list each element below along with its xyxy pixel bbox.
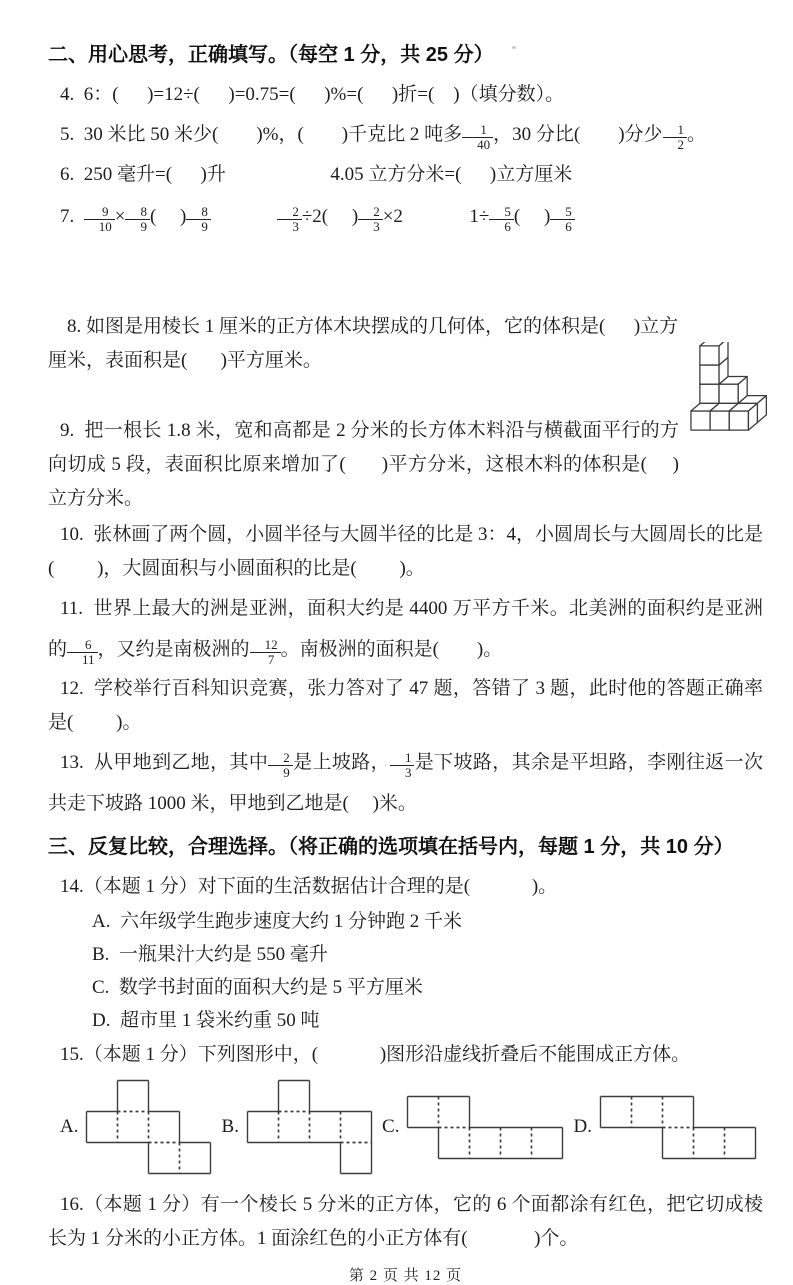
- fraction: $\frac{2}{3}$: [277, 205, 302, 235]
- net-label-b: B.: [221, 1116, 239, 1137]
- fraction: $\frac{1}{2}$: [663, 123, 688, 153]
- question-5: 5. 30 米比 50 米少( )%，( )千克比 2 吨多 $\frac{1}{40}$ ，30 分比( )分少 $\frac{1}{2}$ 。: [60, 121, 707, 152]
- scan-artifact-dot: [512, 46, 516, 49]
- fraction: $\frac{1}{40}$: [462, 123, 493, 153]
- question-13: 13. 从甲地到乙地，其中 $\frac{2}{9}$ 是上坡路， $\frac{1}{3}$ 是下坡路，其余是平坦路，李刚往返一次共走下坡路 1000 米，甲地到乙地是( )米。: [48, 749, 763, 814]
- cube-net-options: [60, 1076, 757, 1178]
- net-drawing-c: [406, 1095, 564, 1160]
- question-14: 14.（本题 1 分）对下面的生活数据估计合理的是( )。: [60, 876, 558, 897]
- question-14-option-c: C. 数学书封面的面积大约是 5 平方厘米: [92, 977, 423, 998]
- fraction: $\frac{5}{6}$: [489, 205, 514, 235]
- question-12: 12. 学校举行百科知识竞赛，张力答对了 47 题，答错了 3 题，此时他的答题正确率是( )。: [48, 678, 763, 733]
- net-option-c: [382, 1095, 564, 1160]
- fraction: $\frac{8}{9}$: [186, 205, 211, 235]
- question-4: 4. 6：( )=12÷( )=0.75=( )%=( )折=( )（填分数）。: [60, 84, 565, 105]
- net-drawing-b: [246, 1079, 373, 1175]
- section-2-heading: 二、用心思考，正确填写。（每空 1 分，共 25 分）: [48, 44, 494, 66]
- question-16: 16.（本题 1 分）有一个棱长 5 分米的正方体，它的 6 个面都涂有红色，把它切成棱长为 1 分米的小正方体。1 面涂红色的小正方体有( )个。: [48, 1194, 763, 1249]
- net-option-d: [574, 1095, 757, 1160]
- question-15: 15.（本题 1 分）下列图形中，( )图形沿虚线折叠后不能围成正方体。: [60, 1044, 691, 1065]
- question-14-option-d: D. 超市里 1 袋米约重 50 吨: [92, 1010, 320, 1031]
- fraction: $\frac{2}{3}$: [358, 205, 383, 235]
- question-14-option-a: A. 六年级学生跑步速度大约 1 分钟跑 2 千米: [92, 911, 462, 932]
- fraction: $\frac{8}{9}$: [125, 205, 150, 235]
- fraction: $\frac{9}{10}$: [84, 205, 115, 235]
- net-option-a: [60, 1079, 212, 1175]
- net-label-a: A.: [60, 1116, 79, 1137]
- question-14-option-b: B. 一瓶果汁大约是 550 毫升: [92, 944, 328, 965]
- question-8: [48, 242, 763, 412]
- question-8-text: 8. 如图是用棱长 1 厘米的正方体木块摆成的几何体，它的体积是( )立方厘米，表面积是( )平方厘米。: [48, 316, 679, 371]
- net-drawing-a: [85, 1079, 212, 1175]
- fraction: $\frac{6}{11}$: [67, 638, 98, 668]
- cube-stack-figure: [687, 274, 769, 502]
- cube-stack-drawing: [687, 342, 769, 434]
- section-3-heading: 三、反复比较，合理选择。（将正确的选项填在括号内，每题 1 分，共 10 分）: [48, 836, 734, 858]
- question-9: 9. 把一根长 1.8 米，宽和高都是 2 分米的长方体木料沿与横截面平行的方向切成 5 段，表面积比原来增加了( )平方分米，这根木料的体积是( )立方分米。: [48, 420, 679, 509]
- net-option-b: [222, 1079, 373, 1175]
- net-drawing-d: [599, 1095, 757, 1160]
- page-footer: 第 2 页 共 12 页: [348, 1268, 463, 1284]
- net-label-c: C.: [382, 1116, 400, 1137]
- question-11: 11. 世界上最大的洲是亚洲，面积大约是 4400 万平方千米。北美洲的面积约是亚洲的 $\frac{6}{11}$ ，又约是南极洲的 $\frac{12}{7}$ 。南极洲的面积是( )。: [48, 598, 763, 667]
- fraction: $\frac{1}{3}$: [390, 751, 415, 781]
- fraction: $\frac{2}{9}$: [268, 751, 293, 781]
- question-6: 6. 250 毫升=( )升 4.05 立方分米=( )立方厘米: [60, 164, 573, 185]
- fraction: $\frac{5}{6}$: [550, 205, 575, 235]
- question-7: 7. $\frac{9}{10}$ × $\frac{8}{9}$ ( ) $\frac{8}{9}$ $\frac{2}{3}$ ÷2( ) $\frac{2}{3}$ ×2 1÷ $\frac{5}{6}$ ( ) $\frac{5}{6}$: [48, 194, 763, 240]
- fraction: $\frac{12}{7}$: [250, 638, 281, 668]
- question-10: 10. 张林画了两个圆，小圆半径与大圆半径的比是 3：4，小圆周长与大圆周长的比是( )，大圆面积与小圆面积的比是( )。: [48, 524, 764, 579]
- net-label-d: D.: [573, 1116, 592, 1137]
